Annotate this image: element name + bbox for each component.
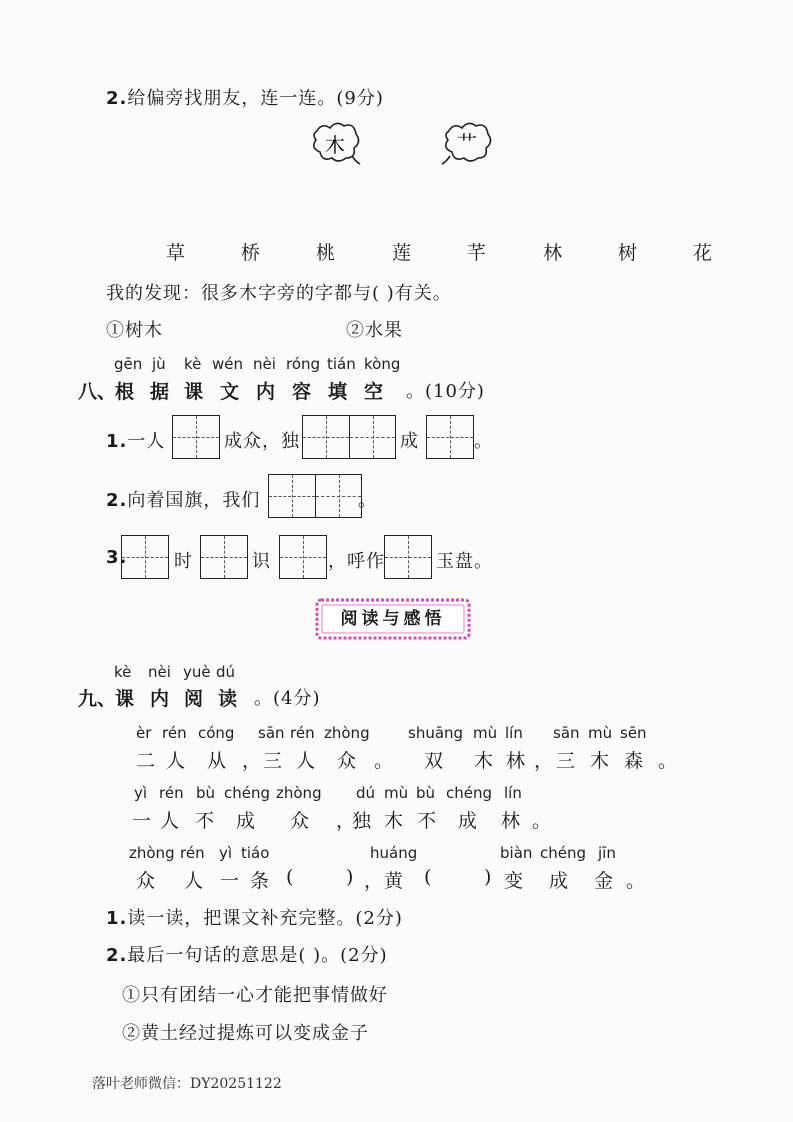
pinyin: chéng (224, 784, 271, 802)
leaf-mu-icon (308, 118, 362, 166)
section-8-score: 。(10分) (406, 381, 485, 402)
reading-banner (314, 597, 472, 641)
fill-line-2-lead: 2.向着国旗，我们 (106, 490, 261, 511)
pinyin: biàn (500, 844, 533, 862)
fill-line-3-text: 识 (252, 551, 271, 572)
text-char: 一 (220, 870, 240, 892)
pinyin: dú (356, 784, 376, 802)
pinyin: huáng (370, 844, 418, 862)
text-char: ) (346, 866, 354, 888)
pinyin: yuè (183, 663, 211, 681)
option-2: ②水果 (346, 320, 403, 341)
pinyin: mù (384, 784, 409, 802)
fill-line-3-end: 玉盘。 (436, 551, 493, 572)
text-char: 独 (352, 810, 372, 832)
pinyin: jù (152, 355, 166, 373)
pinyin: tiáo (241, 844, 270, 862)
text-char: 森 (624, 750, 644, 772)
pinyin: rén (180, 844, 205, 862)
banner-title: 阅读与感悟 (340, 609, 446, 629)
pinyin: tián (327, 355, 356, 373)
pinyin: lín (505, 724, 523, 742)
text-char: 一 (132, 810, 152, 832)
char-item: 桥 (241, 242, 261, 264)
text-char: 。 (532, 810, 552, 832)
text-char: 条 (250, 870, 270, 892)
fill-line-1-text: 成 (400, 431, 419, 452)
title-char: 内 (150, 688, 170, 710)
char-item: 芊 (467, 242, 487, 264)
fill-line-2-end: 。 (358, 490, 377, 511)
title-char: 阅 (184, 688, 204, 710)
char-item: 桃 (316, 242, 336, 264)
text-char: 成 (549, 870, 569, 892)
text-char: 不 (195, 810, 215, 832)
text-char: ( (286, 866, 294, 888)
char-item: 莲 (392, 242, 412, 264)
sub-question-1: 1.读一读，把课文补充完整。(2分) (106, 908, 403, 929)
section-9-prefix: 九、 (78, 688, 117, 710)
finding-text: 我的发现：很多木字旁的字都与( )有关。 (106, 283, 452, 304)
title-char: 课 (184, 381, 204, 403)
pinyin: kè (114, 663, 132, 681)
char-item: 林 (543, 242, 563, 264)
title-char: 空 (364, 381, 384, 403)
char-item: 树 (618, 242, 638, 264)
title-char: 容 (292, 381, 312, 403)
title-char: 据 (150, 381, 170, 403)
fill-line-1-text: 成众，独 (224, 431, 300, 452)
text-char: 众 (136, 870, 156, 892)
writing-box[interactable] (279, 535, 327, 579)
pinyin: yì (219, 844, 233, 862)
svg-text:艹: 艹 (457, 131, 477, 155)
fill-line-3-text: ，呼作 (328, 551, 385, 572)
pinyin: kòng (364, 355, 401, 373)
pinyin: zhòng (324, 724, 370, 742)
text-char: 林 (501, 810, 521, 832)
text-char: 黄 (384, 870, 404, 892)
writing-box[interactable] (200, 535, 248, 579)
text-char: ， (364, 870, 384, 892)
text-char: 。 (374, 750, 394, 772)
writing-box[interactable] (172, 415, 220, 459)
pinyin: rén (159, 784, 184, 802)
footer-watermark: 落叶老师微信：DY20251122 (92, 1076, 282, 1092)
pinyin: kè (184, 355, 202, 373)
pinyin: zhòng (276, 784, 322, 802)
text-char: 人 (166, 750, 186, 772)
text-char: 。 (626, 870, 646, 892)
pinyin: sān (258, 724, 285, 742)
title-char: 内 (256, 381, 276, 403)
pinyin: rén (162, 724, 187, 742)
fill-line-1-lead: 1.一人 (106, 431, 166, 452)
fill-line-1-end: 。 (474, 431, 493, 452)
answer-option-2: ②黄土经过提炼可以变成金子 (122, 1023, 369, 1044)
section-9-score: 。(4分) (254, 688, 321, 709)
pinyin: bù (416, 784, 436, 802)
title-char: 读 (218, 688, 238, 710)
pinyin: jīn (598, 844, 616, 862)
leaf-cao-icon (440, 118, 494, 166)
writing-box[interactable] (384, 535, 432, 579)
text-char: 三 (263, 750, 283, 772)
pinyin: gēn (114, 355, 143, 373)
text-char: 变 (504, 870, 524, 892)
text-char: 人 (184, 870, 204, 892)
text-char: 双 (424, 750, 444, 772)
writing-box[interactable] (302, 415, 396, 459)
text-char: 成 (458, 810, 478, 832)
text-char: 金 (594, 870, 614, 892)
text-char: ， (534, 750, 554, 772)
pinyin: cóng (198, 724, 235, 742)
pinyin: chéng (446, 784, 493, 802)
pinyin: bù (196, 784, 216, 802)
text-char: 众 (337, 750, 357, 772)
text-char: 木 (384, 810, 404, 832)
text-char: ， (336, 810, 356, 832)
pinyin: èr (136, 724, 152, 742)
pinyin: sān (553, 724, 580, 742)
text-char: 。 (658, 750, 678, 772)
text-char: 二 (136, 750, 156, 772)
text-char: 木 (590, 750, 610, 772)
char-item: 花 (693, 242, 713, 264)
writing-box[interactable] (426, 415, 474, 459)
text-char: 木 (474, 750, 494, 772)
pinyin: yì (134, 784, 148, 802)
pinyin: shuāng (408, 724, 464, 742)
pinyin: róng (286, 355, 321, 373)
svg-text:木: 木 (325, 133, 345, 157)
text-char: 林 (506, 750, 526, 772)
pinyin: wén (212, 355, 244, 373)
answer-option-1: ①只有团结一心才能把事情做好 (122, 985, 388, 1006)
text-char: 成 (236, 810, 256, 832)
pinyin: nèi (148, 663, 171, 681)
pinyin: dú (216, 663, 236, 681)
sub-question-2: 2.最后一句话的意思是( )。(2分) (106, 945, 388, 966)
pinyin: nèi (253, 355, 276, 373)
section-8-prefix: 八、 (78, 381, 117, 403)
text-char: ， (242, 750, 262, 772)
pinyin: mù (473, 724, 498, 742)
title-char: 课 (115, 688, 135, 710)
text-char: 三 (556, 750, 576, 772)
q2-title: 2.给偏旁找朋友，连一连。(9分) (106, 88, 384, 109)
text-char: 人 (296, 750, 316, 772)
option-1: ①树木 (106, 320, 163, 341)
fill-line-3-num: 3. (106, 547, 128, 568)
text-char: ( (424, 866, 432, 888)
text-char: 从 (207, 750, 227, 772)
pinyin: chéng (540, 844, 587, 862)
fill-line-3-text: 时 (174, 551, 193, 572)
pinyin: rén (290, 724, 315, 742)
text-char: 众 (290, 810, 310, 832)
title-char: 根 (115, 381, 135, 403)
pinyin: lín (504, 784, 522, 802)
writing-box[interactable] (268, 474, 362, 518)
title-char: 文 (220, 381, 240, 403)
pinyin: sēn (620, 724, 647, 742)
char-item: 草 (166, 242, 186, 264)
pinyin: mù (588, 724, 613, 742)
text-char: 人 (160, 810, 180, 832)
writing-box[interactable] (121, 535, 169, 579)
title-char: 填 (328, 381, 348, 403)
text-char: ) (484, 866, 492, 888)
text-char: 不 (417, 810, 437, 832)
pinyin: zhòng (129, 844, 175, 862)
